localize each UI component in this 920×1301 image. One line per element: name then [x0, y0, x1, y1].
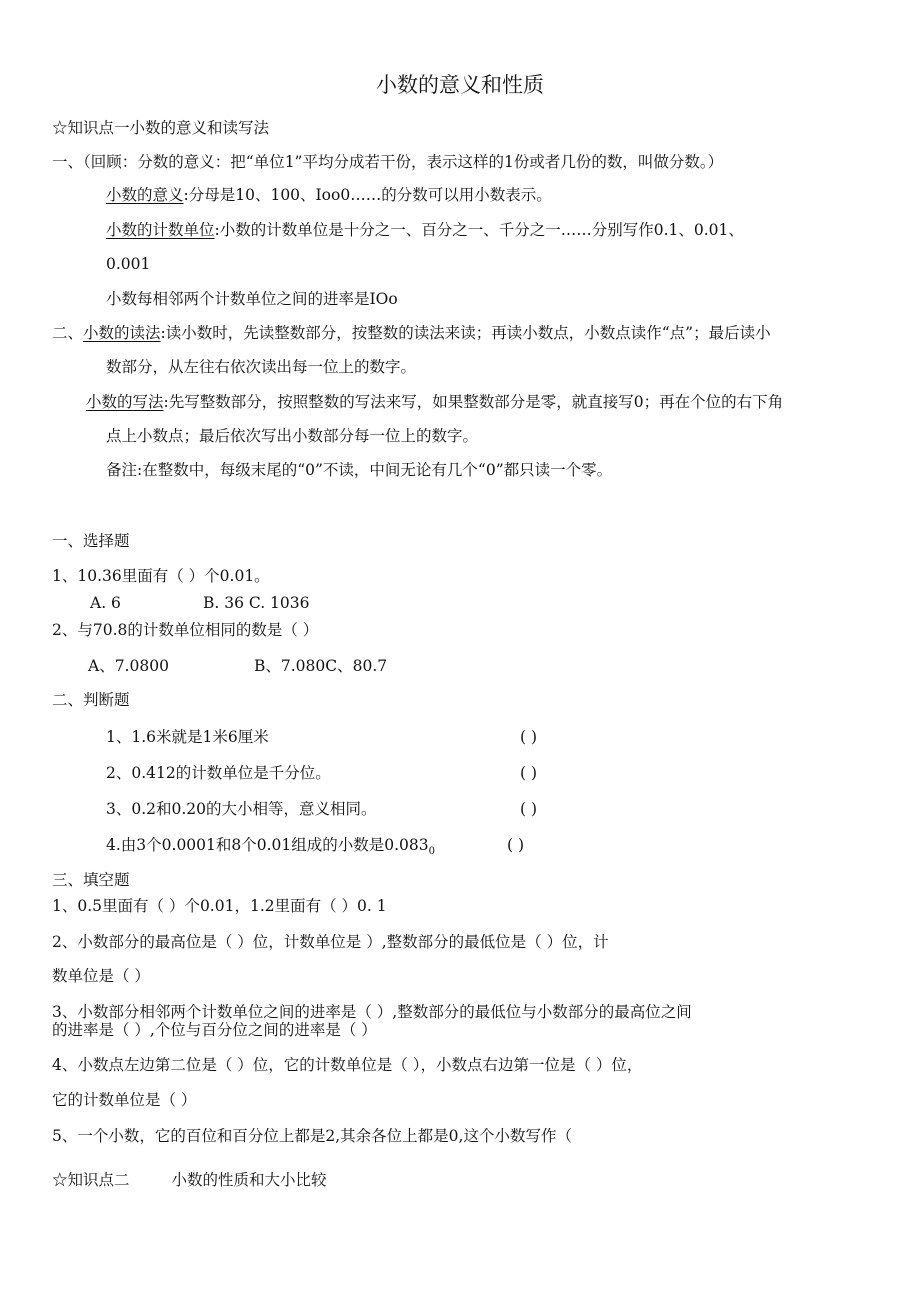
choice-question-1: 1、10.36里面有（ ）个0.01。	[52, 567, 270, 585]
fill-question-4-continued: 它的计数单位是（ ）	[52, 1091, 197, 1109]
counting-unit	[106, 220, 744, 240]
judge-answer-1[interactable]: ( )	[520, 728, 538, 746]
counting-unit-continued: 0.001	[106, 255, 151, 273]
section-2-label: 二、	[52, 324, 84, 342]
judge-answer-3[interactable]: ( )	[520, 800, 538, 818]
counting-unit-label: 小数的计数单位	[106, 221, 215, 239]
judge-question-4: 4.由3个0.0001和8个0.01组成的小数是0.083	[106, 836, 429, 854]
decimal-meaning-text: :分母是10、100、Ioo0……的分数可以用小数表示。	[183, 186, 552, 204]
judge-question-3: 3、0.2和0.20的大小相等，意义相同。	[106, 800, 377, 818]
judge-question-2: 2、0.412的计数单位是千分位。	[106, 764, 331, 782]
section-1-review	[52, 152, 723, 172]
decimal-meaning	[106, 185, 552, 205]
note: 备注:在整数中，每级末尾的“0”不读，中间无论有几个“0”都只读一个零。	[106, 461, 613, 479]
fill-heading: 三、填空题	[52, 871, 130, 889]
choice-question-2: 2、与70.8的计数单位相同的数是（ ）	[52, 621, 319, 639]
fill-question-4: 4、小数点左边第二位是（ ）位，它的计数单位是（ ），小数点右边第一位是（ ）位，	[52, 1056, 643, 1074]
reading-method-label: 小数的读法	[83, 324, 161, 342]
judge-answer-2[interactable]: ( )	[520, 764, 538, 782]
choice-q2-option-a: A、7.0800	[88, 657, 169, 675]
choice-heading: 一、选择题	[52, 532, 130, 550]
section-1-label: 一、	[52, 153, 84, 171]
fill-question-3-continued: 的进率是（ ）,个位与百分位之间的进率是（ ）	[52, 1021, 377, 1039]
knowledge-point-1-heading: ☆知识点一小数的意义和读写法	[52, 119, 270, 137]
reading-method-text: :读小数时，先读整数部分，按整数的读法来读；再读小数点，小数点读作“点”；最后读小	[160, 324, 771, 342]
choice-q1-option-a: A. 6	[90, 594, 121, 612]
judge-question-1: 1、1.6米就是1米6厘米	[106, 728, 269, 746]
writing-method-continued: 点上小数点；最后依次写出小数部分每一位上的数字。	[106, 427, 479, 445]
writing-method-text: :先写整数部分，按照整数的写法来写，如果整数部分是零，就直接写0；再在个位的右下角	[163, 393, 784, 411]
fill-question-5: 5、一个小数，它的百位和百分位上都是2,其余各位上都是0,这个小数写作（	[52, 1127, 572, 1145]
judge-question-4-subscript: 0	[428, 846, 436, 857]
decimal-meaning-label: 小数的意义	[106, 186, 184, 204]
knowledge-point-2-heading	[52, 1170, 327, 1190]
reading-method	[52, 323, 771, 343]
fill-question-1: 1、0.5里面有（ ）个0.01，1.2里面有（ ）0. 1	[52, 897, 387, 915]
fill-question-3: 3、小数部分相邻两个计数单位之间的进率是（ ）,整数部分的最低位与小数部分的最高位之间	[52, 1003, 692, 1021]
counting-unit-text: :小数的计数单位是十分之一、百分之一、千分之一……分别写作0.1、0.01、	[214, 221, 744, 239]
fraction-review: （回顾：分数的意义：把“单位1”平均分成若干份，表示这样的1份或者几份的数，叫做分数。）	[83, 153, 724, 171]
choice-q2-options-bc: B、7.080C、80.7	[254, 657, 388, 675]
writing-method	[86, 392, 783, 412]
judge-heading: 二、判断题	[52, 691, 130, 709]
fill-question-2-continued: 数单位是（ ）	[52, 967, 150, 985]
choice-q1-options-bc: B. 36 C. 1036	[203, 594, 310, 612]
page-title: 小数的意义和性质	[376, 73, 544, 97]
reading-method-continued: 数部分，从左往右依次读出每一位上的数字。	[106, 358, 417, 376]
fill-question-2: 2、小数部分的最高位是（ ）位，计数单位是 ）,整数部分的最低位是（ ）位，计	[52, 933, 609, 951]
unit-rate: 小数每相邻两个计数单位之间的进率是IOo	[106, 290, 398, 308]
knowledge-point-2-title: 小数的性质和大小比较	[171, 1171, 327, 1189]
judge-answer-4[interactable]: ( )	[507, 836, 525, 854]
writing-method-label: 小数的写法	[86, 393, 164, 411]
knowledge-point-2-label: ☆知识点二	[52, 1171, 130, 1189]
judge-question-4-line	[106, 835, 435, 862]
